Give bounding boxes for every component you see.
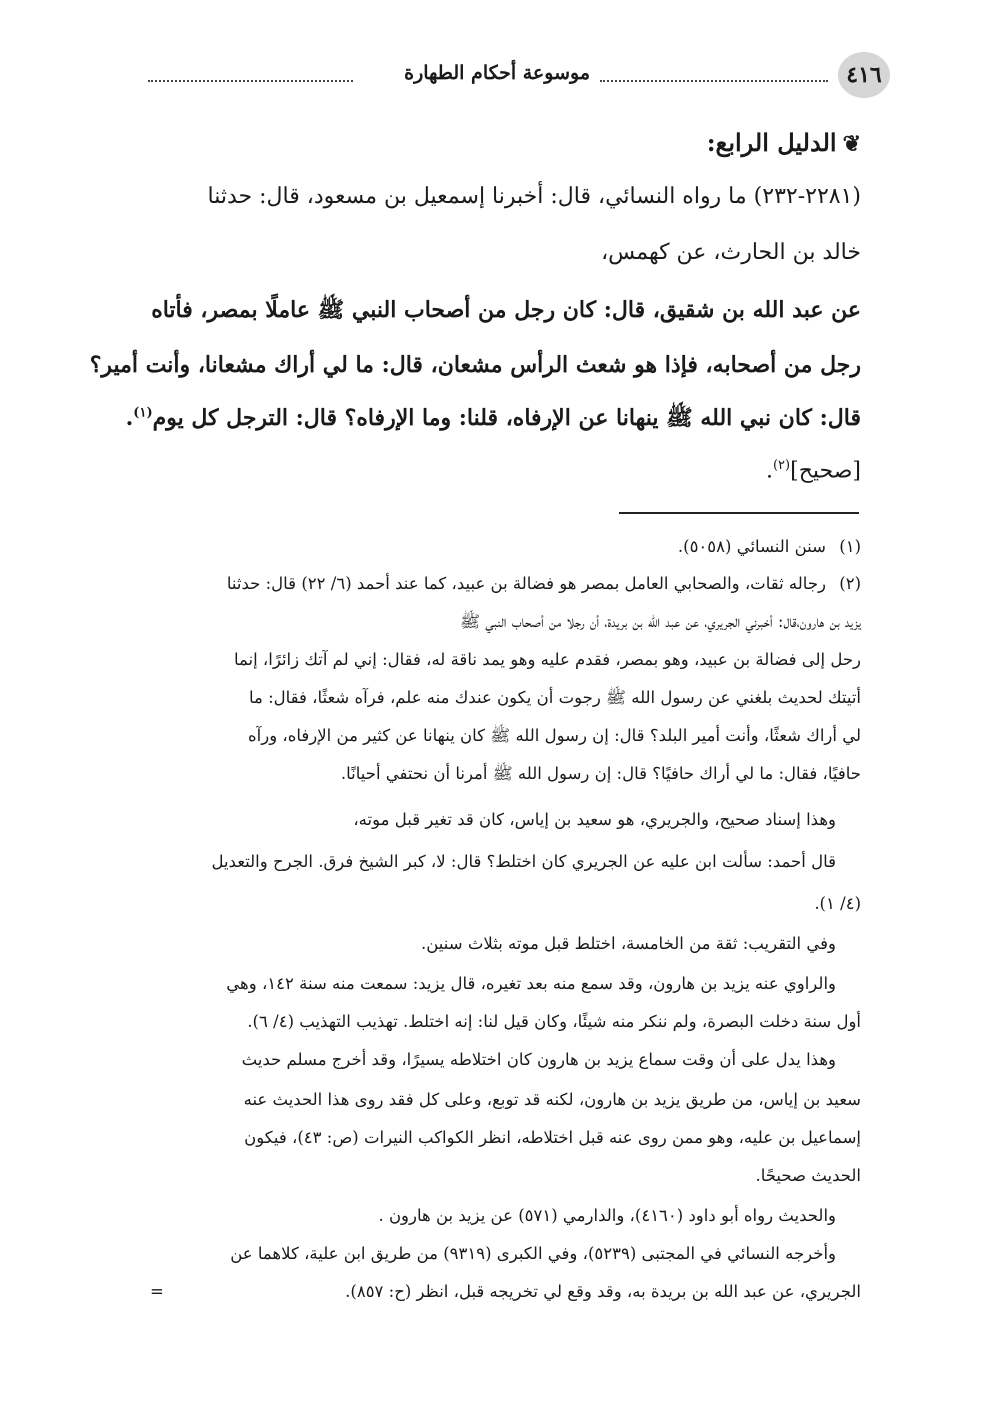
- footnote-1-text: سنن النسائي (٥٠٥٨).: [677, 537, 826, 556]
- body-line-2: خالد بن الحارث، عن كهمس،: [601, 240, 861, 265]
- grade-line: [766, 458, 861, 483]
- footnote-2-line: رحل إلى فضالة بن عبيد، وهو بمصر، فقدم عليه وهو يمد ناقة له، فقال: إني لم آتك زائرًا، إنما: [233, 650, 861, 669]
- footnote-separator: [619, 512, 859, 514]
- section-heading: [707, 128, 861, 157]
- section-heading-text: الدليل الرابع:: [706, 128, 837, 157]
- header-dotted-rule-left: [148, 80, 353, 82]
- hadith-line-2: رجل من أصحابه، فإذا هو شعث الرأس مشعان، قال: ما لي أراك مشعانا، وأنت أمير؟: [89, 352, 861, 378]
- footnote-2-line: وهذا إسناد صحيح، والجريري، هو سعيد بن إياس، كان قد تغير قبل موته،: [353, 810, 836, 829]
- footnote-2-line: الجريري، عن عبد الله بن بريدة به، وقد وقع لي تخريجه قبل، انظر (ح: ٨٥٧).: [345, 1282, 861, 1301]
- period: .: [125, 405, 134, 431]
- footnote-ref-1[interactable]: (١): [133, 405, 153, 421]
- body-line-1: (٢٢٨١-٢٣٢) ما رواه النسائي، قال: أخبرنا إسمعيل بن مسعود، قال: حدثنا: [207, 184, 861, 209]
- footnote-2-line: قال أحمد: سألت ابن عليه عن الجريري كان اختلط؟ قال: لا، كبر الشيخ فرق. الجرح والتعديل: [211, 852, 836, 871]
- footnote-2-line: يزيد بن هارون،قال: أخبرني الجريري، عن عبد الله بن بريدة، أن رجلا من أصحاب النبي ﷺ: [460, 612, 861, 631]
- continuation-mark: =: [150, 1282, 164, 1301]
- book-title: موسوعة أحكام الطهارة: [404, 62, 590, 84]
- footnote-2-line: أول سنة دخلت البصرة، ولم ننكر منه شيئًا، وكان قيل لنا: إنه اختلط. تهذيب التهذيب (٤/ ٦).: [247, 1012, 861, 1031]
- hadith-line-3: [126, 404, 861, 436]
- header-dotted-rule-right: [600, 80, 828, 82]
- footnote-2-line: والحديث رواه أبو داود (٤١٦٠)، والدارمي (٥٧١) عن يزيد بن هارون .: [378, 1206, 836, 1225]
- footnote-2-line: إسماعيل بن عليه، وهو ممن روى عنه قبل اختلاطه، انظر الكواكب النيرات (ص: ٤٣)، فيكون: [244, 1128, 861, 1147]
- page-number: ٤١٦: [838, 52, 890, 98]
- footnote-2-line: سعيد بن إياس، من طريق يزيد بن هارون، لكنه قد توبع، وعلى كل فقد روى هذا الحديث عنه: [243, 1090, 861, 1109]
- leaf-ornament-icon: ❦: [842, 131, 861, 157]
- grade-label: [صحيح]: [790, 458, 861, 484]
- footnote-2-line: رجاله ثقات، والصحابي العامل بمصر هو فضالة بن عبيد، كما عند أحمد (٦/ ٢٢) قال: حدثنا: [226, 574, 826, 593]
- footnote-2-line: لي أراك شعثًا، وأنت أمير البلد؟ قال: إن رسول الله ﷺ كان ينهانا عن كثير من الإرفاه، ورآه: [248, 726, 861, 745]
- footnote-2-line: أتيتك لحديث بلغني عن رسول الله ﷺ رجوت أن يكون عندك منه علم، فرآه شعثًا، فقال: ما: [248, 688, 861, 707]
- hadith-line-1: عن عبد الله بن شقيق، قال: كان رجل من أصحاب النبي ﷺ عاملًا بمصر، فأتاه: [151, 297, 861, 323]
- footnote-2-line: وهذا يدل على أن وقت سماع يزيد بن هارون كان اختلاطه يسيرًا، وقد أخرج مسلم حديث: [241, 1050, 836, 1069]
- footnote-2-line: وفي التقريب: ثقة من الخامسة، اختلط قبل موته بثلاث سنين.: [421, 934, 836, 953]
- footnote-2-line: وأخرجه النسائي في المجتبى (٥٢٣٩)، وفي الكبرى (٩٣١٩) من طريق ابن علية، كلاهما عن: [230, 1244, 836, 1263]
- footnote-ref-2[interactable]: (٢): [772, 458, 791, 473]
- period: .: [765, 458, 773, 484]
- footnote-1-number: (١): [839, 537, 861, 556]
- hadith-line-3-text: قال: كان نبي الله ﷺ ينهانا عن الإرفاه، قلنا: وما الإرفاه؟ قال: الترجل كل يوم: [152, 405, 861, 431]
- footnote-2-line: (٤/ ١).: [814, 894, 861, 913]
- footnote-2-line: الحديث صحيحًا.: [755, 1166, 861, 1185]
- running-header: [140, 52, 890, 98]
- footnote-2-number: (٢): [839, 574, 861, 593]
- footnote-2-line: والراوي عنه يزيد بن هارون، وقد سمع منه بعد تغيره، قال يزيد: سمعت منه سنة ١٤٢، وهي: [226, 974, 836, 993]
- footnote-2-line: حافيًا، فقال: ما لي أراك حافيًا؟ قال: إن رسول الله ﷺ أمرنا أن نحتفي أحيانًا.: [340, 764, 861, 783]
